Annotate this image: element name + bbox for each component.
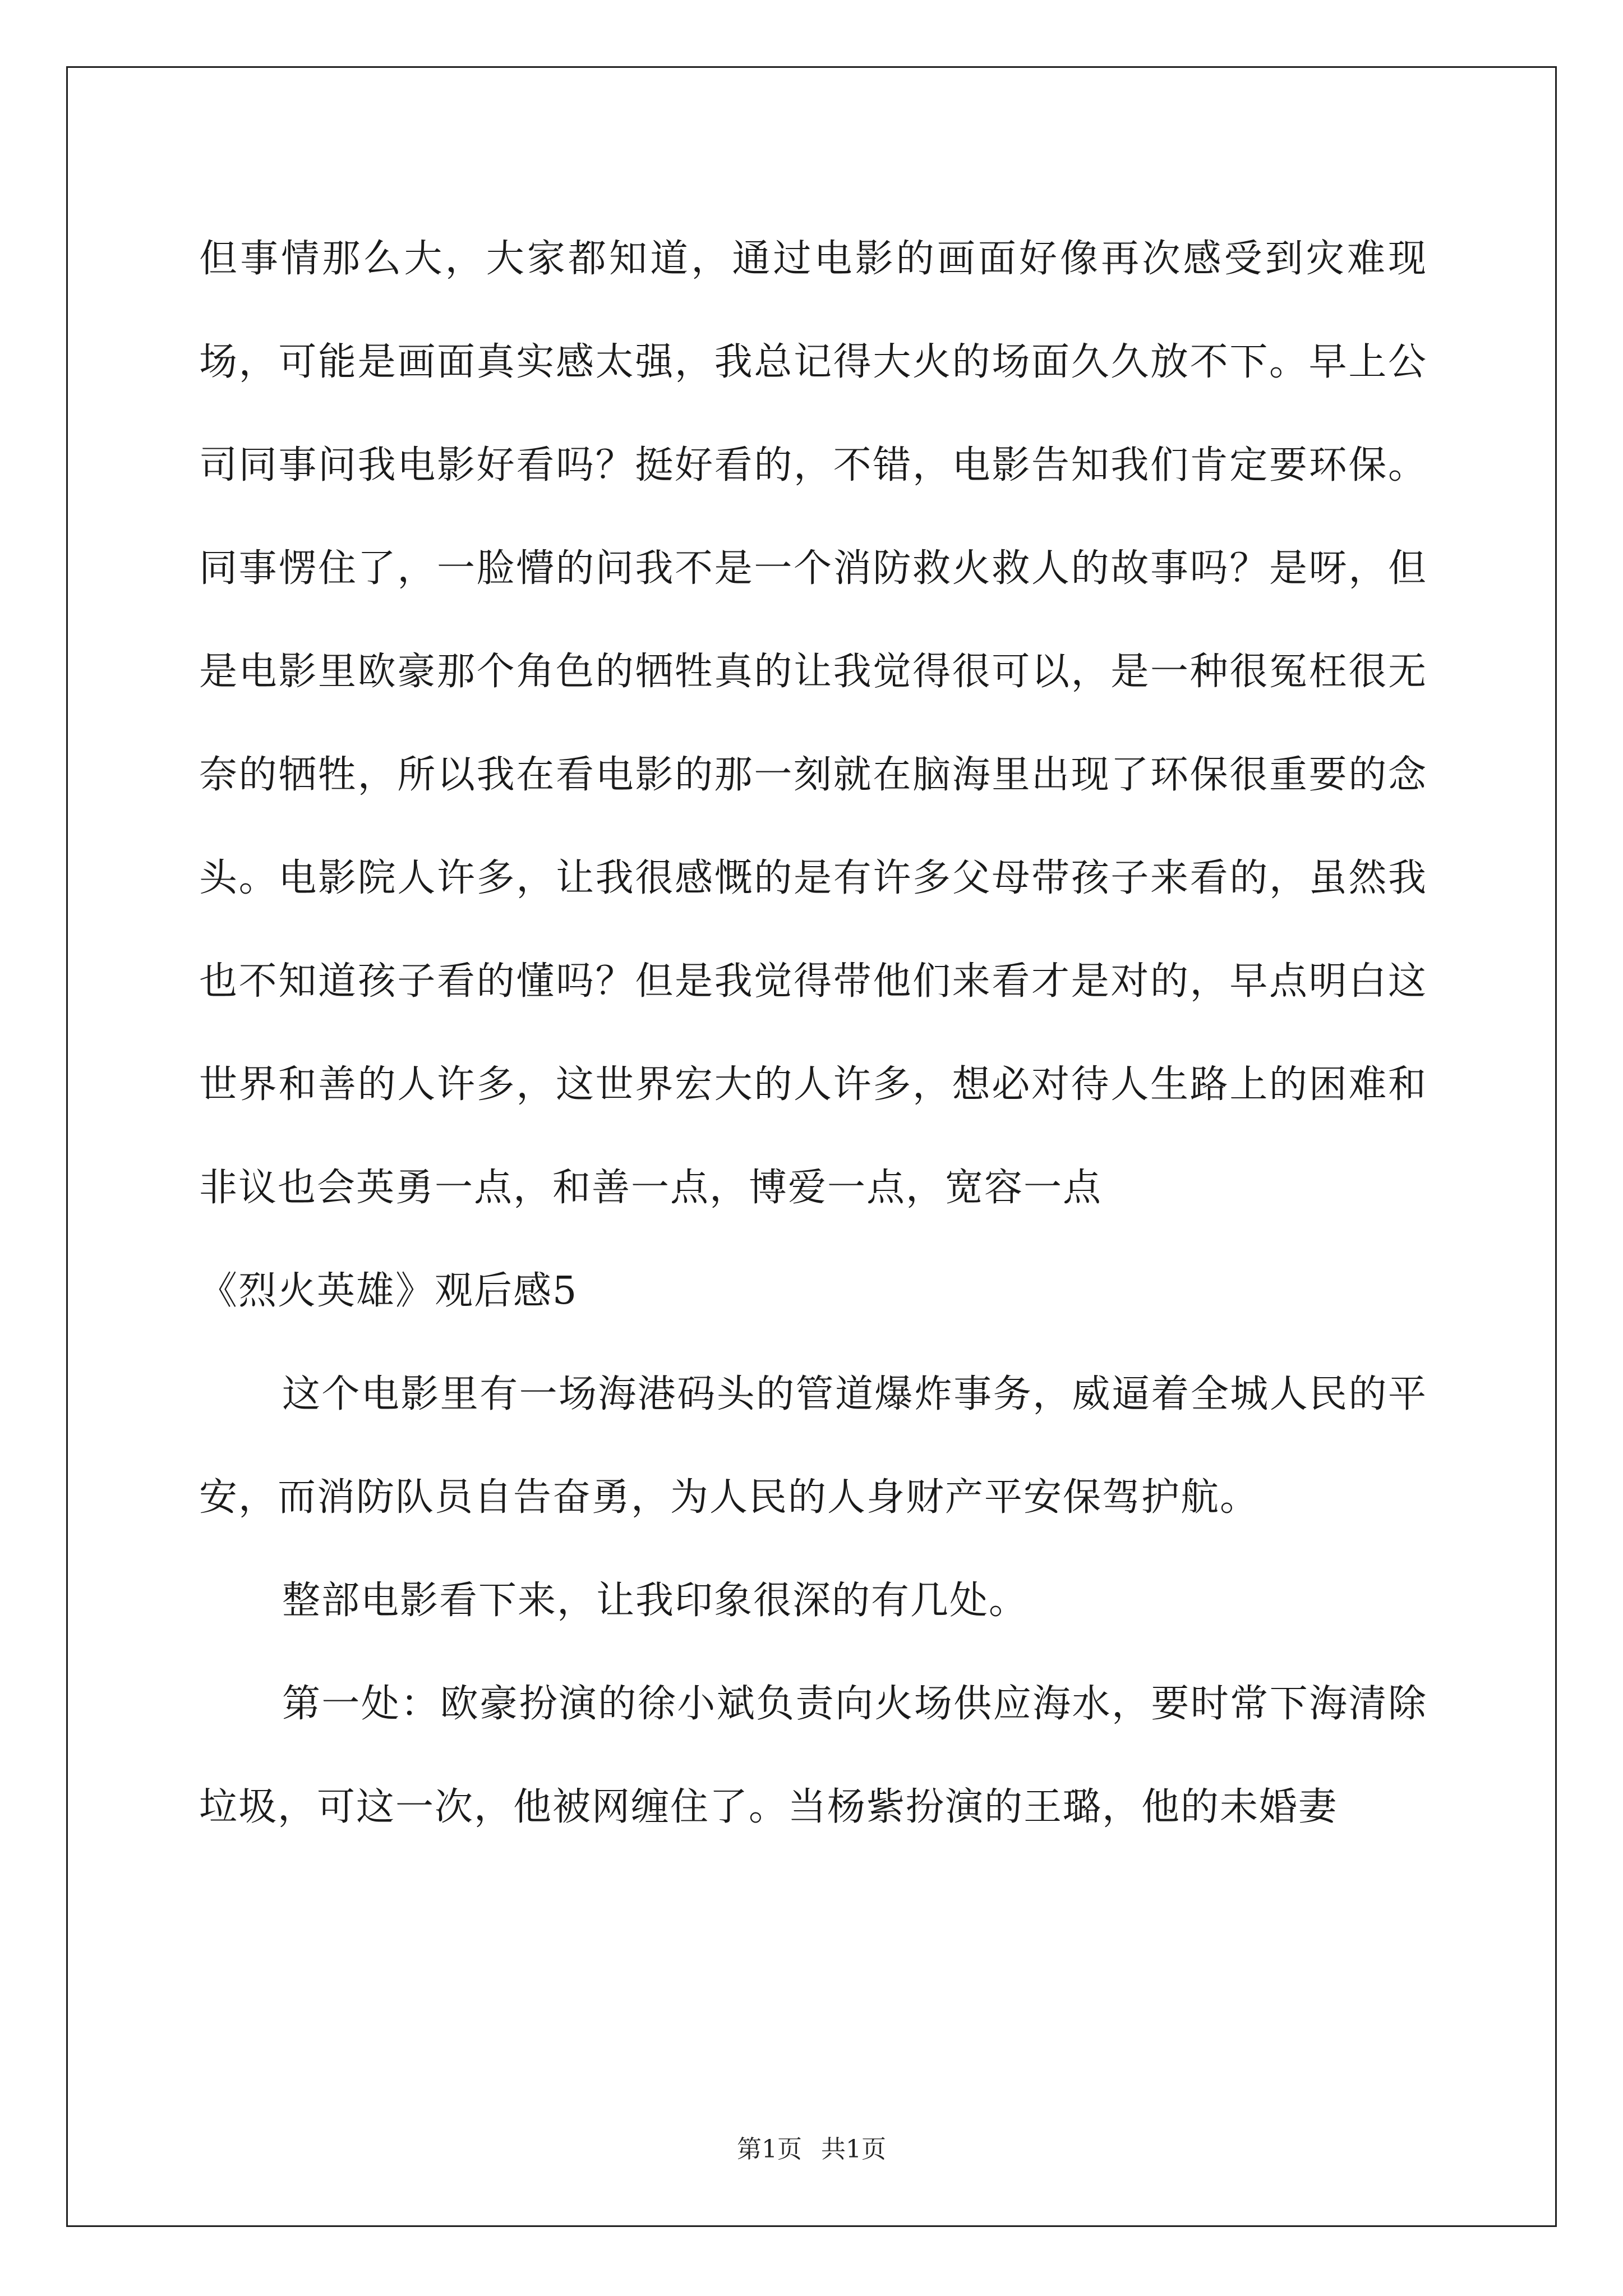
page-number-current: 第1页 <box>737 2135 802 2164</box>
document-body <box>199 208 1427 1859</box>
paragraph-continued: 但事情那么大，大家都知道，通过电影的画面好像再次感受到灾难现场，可能是画面真实感太强，我总记得大火的场面久久放不下。早上公司同事问我电影好看吗？挺好看的，不错，电影告知我们肯定要环保。同事愣住了，一脸懵的问我不是一个消防救火救人的故事吗？是呀，但是电影里欧豪那个角色的牺牲真的让我觉得很可以，是一种很冤枉很无奈的牺牲，所以我在看电影的那一刻就在脑海里出现了环保很重要的念头。电影院人许多，让我很感慨的是有许多父母带孩子来看的，虽然我也不知道孩子看的懂吗？但是我觉得带他们来看才是对的，早点明白这世界和善的人许多，这世界宏大的人许多，想必对待人生路上的困难和非议也会英勇一点，和善一点，博爱一点，宽容一点 <box>199 237 1427 1210</box>
section-heading: 《烈火英雄》观后感5 <box>199 1269 578 1313</box>
page-number-total: 共1页 <box>821 2135 886 2164</box>
paragraph-3: 第一处：欧豪扮演的徐小斌负责向火场供应海水，要时常下海清除垃圾，可这一次，他被网缠住了。当杨紫扮演的王璐，他的未婚妻 <box>199 1682 1427 1829</box>
page-footer <box>0 2129 1623 2165</box>
paragraph-2: 整部电影看下来，让我印象很深的有几处。 <box>282 1579 1029 1623</box>
paragraph-1: 这个电影里有一场海港码头的管道爆炸事务，威逼着全城人民的平安，而消防队员自告奋勇，为人民的人身财产平安保驾护航。 <box>199 1372 1427 1520</box>
